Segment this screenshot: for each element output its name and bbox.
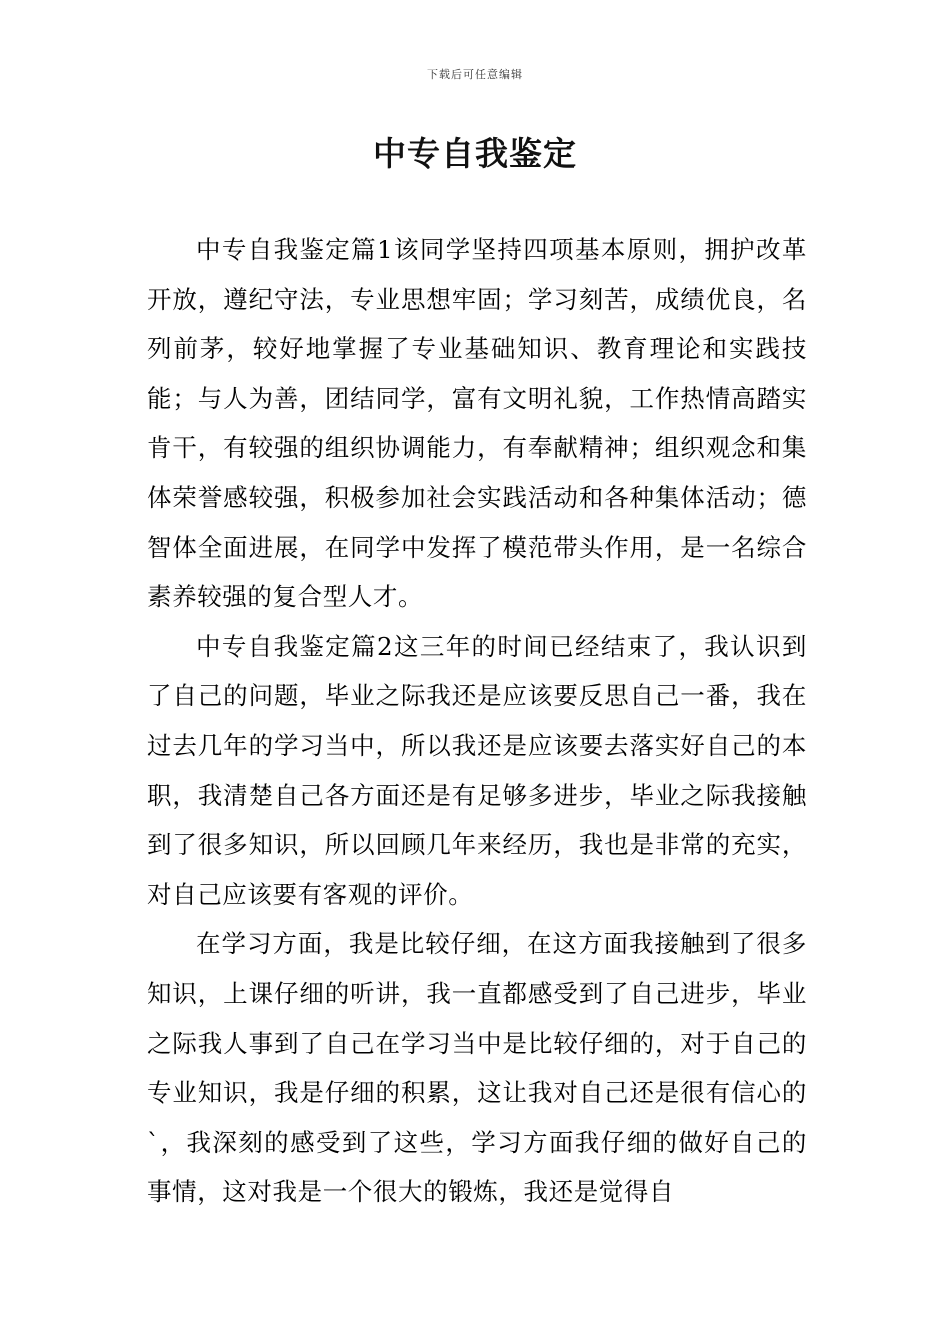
paragraph-1: 中专自我鉴定篇1该同学坚持四项基本原则，拥护改革开放，遵纪守法，专业思想牢固；学习刻苦，成绩优良，名列前茅，较好地掌握了专业基础知识、教育理论和实践技能；与人为善，团结同学，富有文明礼貌，工作热情高踏实肯干，有较强的组织协调能力，有奉献精神；组织观念和集体荣誉感较强，积极参加社会实践活动和各种集体活动；德智体全面进展，在同学中发挥了模范带头作用，是一名综合素养较强的复合型人才。 xyxy=(147,235,807,612)
paragraph-3: 在学习方面，我是比较仔细，在这方面我接触到了很多知识，上课仔细的听讲，我一直都感受到了自己进步，毕业之际我人事到了自己在学习当中是比较仔细的，对于自己的专业知识，我是仔细的积累，这让我对自己还是很有信心的`，我深刻的感受到了这些，学习方面我仔细的做好自己的事情，这对我是一个很大的锻炼，我还是觉得自 xyxy=(147,929,807,1207)
header-note: 下载后可任意编辑 xyxy=(427,68,523,81)
document-title: 中专自我鉴定 xyxy=(373,134,577,173)
document-body xyxy=(147,225,807,1217)
paragraph-2: 中专自我鉴定篇2这三年的时间已经结束了，我认识到了自己的问题，毕业之际我还是应该要反思自己一番，我在过去几年的学习当中，所以我还是应该要去落实好自己的本职，我清楚自己各方面还是有足够多进步，毕业之际我接触到了很多知识，所以回顾几年来经历，我也是非常的充实，对自己应该要有客观的评价。 xyxy=(147,631,807,909)
